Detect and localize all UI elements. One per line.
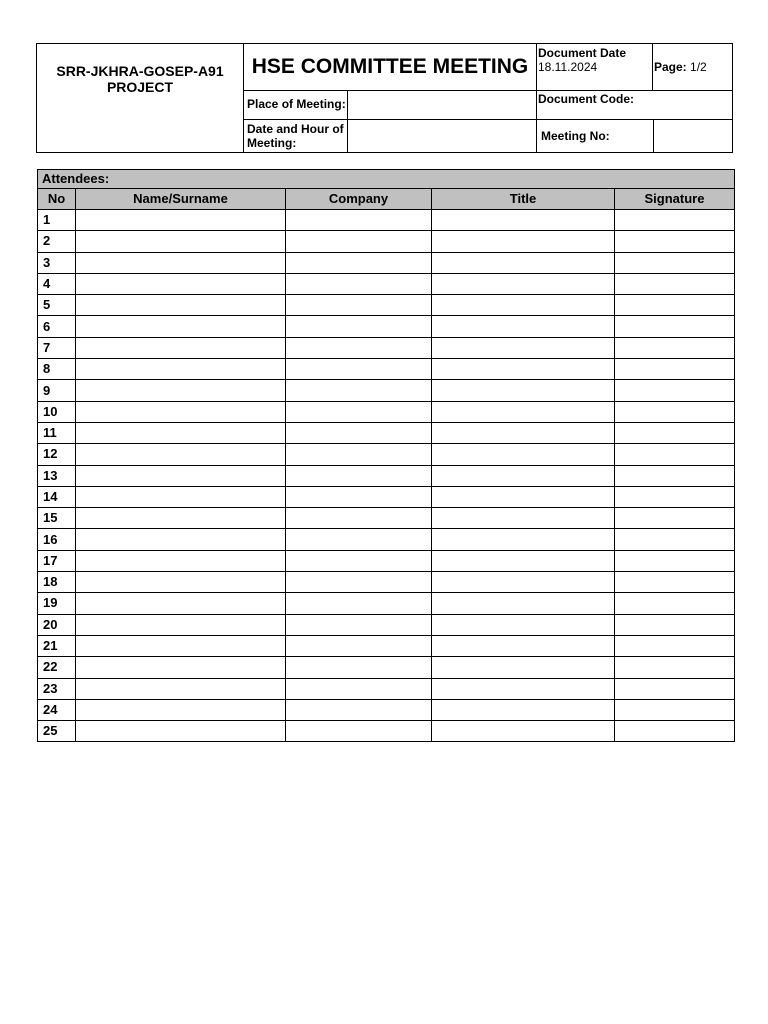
table-row [38, 380, 735, 401]
company-cell[interactable] [286, 231, 432, 252]
name-cell[interactable] [76, 699, 286, 720]
row-number: 17 [38, 550, 76, 571]
company-cell[interactable] [286, 273, 432, 294]
company-cell[interactable] [286, 380, 432, 401]
signature-cell[interactable] [615, 380, 735, 401]
table-row [38, 721, 735, 742]
name-cell[interactable] [76, 678, 286, 699]
company-cell[interactable] [286, 550, 432, 571]
column-header: Title [432, 189, 615, 210]
document-date-label: Document Date [538, 46, 627, 60]
signature-cell[interactable] [615, 657, 735, 678]
name-cell[interactable] [76, 401, 286, 422]
signature-cell[interactable] [615, 316, 735, 337]
row-number: 7 [38, 337, 76, 358]
table-row [38, 337, 735, 358]
signature-cell[interactable] [615, 422, 735, 443]
table-row [38, 295, 735, 316]
signature-cell[interactable] [615, 444, 735, 465]
company-cell[interactable] [286, 699, 432, 720]
signature-cell[interactable] [615, 252, 735, 273]
row-number: 1 [38, 210, 76, 231]
company-cell[interactable] [286, 252, 432, 273]
signature-cell[interactable] [615, 465, 735, 486]
table-row [38, 401, 735, 422]
company-cell[interactable] [286, 210, 432, 231]
table-row [38, 657, 735, 678]
company-cell[interactable] [286, 508, 432, 529]
title-cell[interactable] [432, 422, 615, 443]
company-cell[interactable] [286, 678, 432, 699]
table-row [38, 273, 735, 294]
row-number: 21 [38, 635, 76, 656]
title-cell[interactable] [432, 380, 615, 401]
company-cell[interactable] [286, 614, 432, 635]
row-number: 14 [38, 486, 76, 507]
table-row [38, 593, 735, 614]
attendees-section-label: Attendees: [38, 170, 735, 189]
row-number: 3 [38, 252, 76, 273]
signature-cell[interactable] [615, 401, 735, 422]
company-cell[interactable] [286, 422, 432, 443]
table-row [38, 572, 735, 593]
name-cell[interactable] [76, 210, 286, 231]
table-row [38, 444, 735, 465]
meeting-no-label: Meeting No: [541, 129, 610, 143]
row-number: 11 [38, 422, 76, 443]
row-number: 8 [38, 359, 76, 380]
table-row [38, 529, 735, 550]
name-cell[interactable] [76, 465, 286, 486]
title-cell[interactable] [432, 572, 615, 593]
name-cell[interactable] [76, 252, 286, 273]
title-cell[interactable] [432, 401, 615, 422]
signature-cell[interactable] [615, 699, 735, 720]
company-cell[interactable] [286, 572, 432, 593]
name-cell[interactable] [76, 444, 286, 465]
row-number: 24 [38, 699, 76, 720]
name-cell[interactable] [76, 593, 286, 614]
row-number: 9 [38, 380, 76, 401]
table-row [38, 550, 735, 571]
company-cell[interactable] [286, 529, 432, 550]
place-of-meeting-label: Place of Meeting: [247, 97, 346, 111]
title-cell[interactable] [432, 444, 615, 465]
row-number: 19 [38, 593, 76, 614]
row-number: 5 [38, 295, 76, 316]
name-cell[interactable] [76, 572, 286, 593]
company-cell[interactable] [286, 359, 432, 380]
document-date-value: 18.11.2024 [538, 60, 598, 74]
title-cell[interactable] [432, 550, 615, 571]
name-cell[interactable] [76, 273, 286, 294]
title-cell[interactable] [432, 593, 615, 614]
project-name: SRR-JKHRA-GOSEP-A91 PROJECT [56, 63, 224, 95]
table-header-row [38, 189, 735, 210]
row-number: 18 [38, 572, 76, 593]
name-cell[interactable] [76, 295, 286, 316]
company-cell[interactable] [286, 593, 432, 614]
title-cell[interactable] [432, 508, 615, 529]
column-header: Signature [615, 189, 735, 210]
name-cell[interactable] [76, 635, 286, 656]
name-cell[interactable] [76, 422, 286, 443]
name-cell[interactable] [76, 380, 286, 401]
name-cell[interactable] [76, 337, 286, 358]
name-cell[interactable] [76, 316, 286, 337]
attendees-table [37, 169, 735, 742]
signature-cell[interactable] [615, 614, 735, 635]
column-header: Name/Surname [76, 189, 286, 210]
table-row [38, 359, 735, 380]
name-cell[interactable] [76, 657, 286, 678]
signature-cell[interactable] [615, 486, 735, 507]
signature-cell[interactable] [615, 572, 735, 593]
row-number: 13 [38, 465, 76, 486]
title-cell[interactable] [432, 465, 615, 486]
page-label: Page: [654, 60, 687, 74]
title-cell[interactable] [432, 295, 615, 316]
table-row [38, 231, 735, 252]
table-row [38, 316, 735, 337]
signature-cell[interactable] [615, 721, 735, 742]
column-header: Company [286, 189, 432, 210]
title-cell[interactable] [432, 316, 615, 337]
company-cell[interactable] [286, 465, 432, 486]
row-number: 6 [38, 316, 76, 337]
name-cell[interactable] [76, 231, 286, 252]
company-cell[interactable] [286, 337, 432, 358]
page-value: 1/2 [690, 60, 707, 74]
row-number: 23 [38, 678, 76, 699]
row-number: 22 [38, 657, 76, 678]
name-cell[interactable] [76, 529, 286, 550]
row-number: 10 [38, 401, 76, 422]
signature-cell[interactable] [615, 529, 735, 550]
document-header [36, 43, 733, 153]
table-row [38, 252, 735, 273]
table-row [38, 614, 735, 635]
page-title: HSE COMMITTEE MEETING [251, 55, 529, 78]
page-number [654, 60, 707, 74]
title-cell[interactable] [432, 252, 615, 273]
row-number: 20 [38, 614, 76, 635]
table-row [38, 486, 735, 507]
title-cell[interactable] [432, 678, 615, 699]
document-date [538, 46, 652, 74]
signature-cell[interactable] [615, 295, 735, 316]
table-row [38, 465, 735, 486]
table-row [38, 422, 735, 443]
title-cell[interactable] [432, 486, 615, 507]
title-cell[interactable] [432, 635, 615, 656]
title-cell[interactable] [432, 210, 615, 231]
signature-cell[interactable] [615, 210, 735, 231]
row-number: 12 [38, 444, 76, 465]
company-cell[interactable] [286, 295, 432, 316]
row-number: 4 [38, 273, 76, 294]
signature-cell[interactable] [615, 593, 735, 614]
name-cell[interactable] [76, 550, 286, 571]
row-number: 15 [38, 508, 76, 529]
title-cell[interactable] [432, 721, 615, 742]
document-code-label: Document Code: [538, 92, 634, 106]
table-row [38, 508, 735, 529]
name-cell[interactable] [76, 721, 286, 742]
title-cell[interactable] [432, 273, 615, 294]
company-cell[interactable] [286, 721, 432, 742]
company-cell[interactable] [286, 635, 432, 656]
signature-cell[interactable] [615, 678, 735, 699]
company-cell[interactable] [286, 401, 432, 422]
signature-cell[interactable] [615, 508, 735, 529]
name-cell[interactable] [76, 508, 286, 529]
title-cell[interactable] [432, 231, 615, 252]
table-row [38, 635, 735, 656]
name-cell[interactable] [76, 359, 286, 380]
signature-cell[interactable] [615, 635, 735, 656]
signature-cell[interactable] [615, 273, 735, 294]
row-number: 25 [38, 721, 76, 742]
row-number: 16 [38, 529, 76, 550]
signature-cell[interactable] [615, 359, 735, 380]
company-cell[interactable] [286, 444, 432, 465]
title-cell[interactable] [432, 657, 615, 678]
title-cell[interactable] [432, 529, 615, 550]
name-cell[interactable] [76, 486, 286, 507]
company-cell[interactable] [286, 657, 432, 678]
title-cell[interactable] [432, 699, 615, 720]
title-cell[interactable] [432, 359, 615, 380]
name-cell[interactable] [76, 614, 286, 635]
company-cell[interactable] [286, 316, 432, 337]
table-row [38, 699, 735, 720]
title-cell[interactable] [432, 337, 615, 358]
signature-cell[interactable] [615, 337, 735, 358]
table-row [38, 678, 735, 699]
table-row [38, 210, 735, 231]
row-number: 2 [38, 231, 76, 252]
signature-cell[interactable] [615, 550, 735, 571]
signature-cell[interactable] [615, 231, 735, 252]
title-cell[interactable] [432, 614, 615, 635]
column-header: No [38, 189, 76, 210]
date-hour-label: Date and Hour of Meeting: [247, 122, 344, 150]
company-cell[interactable] [286, 486, 432, 507]
